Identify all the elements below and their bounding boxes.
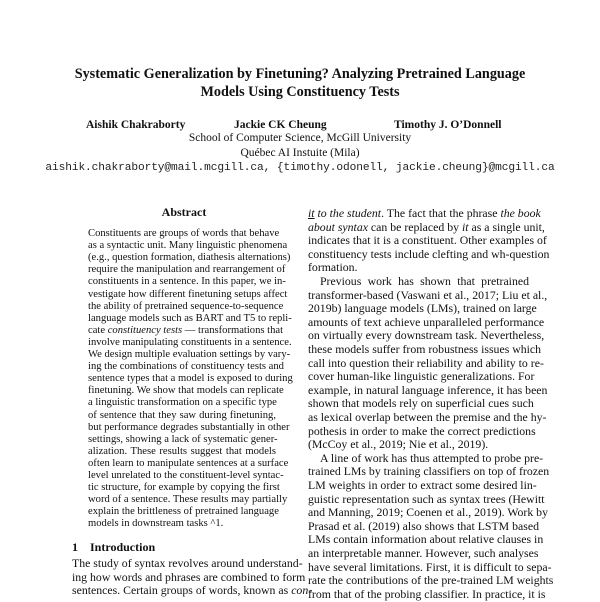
- text-line: explain the brittleness of pretrained language: [88, 506, 279, 518]
- text-line: formation.: [308, 260, 358, 275]
- text-line: have several limitations. First, it is difficult to sepa-: [308, 559, 552, 574]
- text-line: as lexical overlap between the premise and the hy-: [308, 410, 547, 424]
- text-line: amounts of text achieve unparalleled performance: [308, 314, 545, 329]
- text-line: of sentence that they saw during finetuning,: [88, 409, 276, 421]
- text-line: level unrelated to the constituent-level syntac-: [88, 470, 284, 481]
- text-line: Prasad et al. (2019) also shows that LSTM based: [308, 518, 539, 533]
- text-line: pothesis in order to make the correct predictions: [308, 423, 536, 438]
- paper-title-line-2: Models Using Constituency Tests: [200, 84, 400, 100]
- author-name: Aishik Chakraborty: [86, 119, 186, 131]
- text-line: 2019b) language models (LMs), trained on large: [308, 301, 537, 316]
- text-line: We design multiple evaluation settings by vary-: [88, 349, 291, 360]
- text-line: involve manipulating constituents in a sentence.: [88, 336, 292, 348]
- text-line: call into question their reliability and ability to re-: [308, 355, 544, 370]
- abstract-heading: Abstract: [161, 205, 207, 219]
- author-name: Timothy J. O’Donnell: [394, 119, 502, 131]
- text-line: Previous work has shown that pretrained: [320, 274, 529, 288]
- text-line: sentences. Certain groups of words, known as con-: [72, 583, 313, 598]
- text-line: on virtually every downstream task. Nevertheless,: [308, 328, 545, 343]
- text-line: (McCoy et al., 2019; Nie et al., 2019).: [308, 437, 489, 452]
- text-line: (e.g., question formation, diathesis alternations): [88, 252, 291, 264]
- text-line: from that of the probing classifier. In practice, it is: [308, 586, 546, 601]
- paper-title-line-1: Systematic Generalization by Finetuning? Analyzing Pretrained Language: [74, 66, 526, 82]
- text-line: cover human-like linguistic generalizations. For: [308, 369, 535, 384]
- text-line: these models suffer from robustness issues which: [308, 342, 542, 356]
- text-line: tic structure, for example by copying the first: [88, 482, 280, 494]
- text-line: often learn to manipulate sentences at a surface: [88, 457, 289, 469]
- text-line: example, in natural language inference, it has been: [308, 382, 548, 397]
- text-line: language models such as BART and T5 to repli-: [88, 312, 292, 324]
- affiliation: School of Computer Science, McGill University: [188, 132, 412, 144]
- text-line: cate constituency tests — transformations that: [88, 324, 284, 336]
- text-line: finetuning. We show that models can replicate: [88, 385, 284, 397]
- text-line: ing the combinations of constituency tests and: [88, 361, 284, 373]
- text-line: guistic representation such as syntax trees (Hewitt: [308, 491, 545, 506]
- text-line: A line of work has thus attempted to probe pre-: [320, 450, 544, 465]
- text-line: transformer-based (Vaswani et al., 2017; Liu et al.,: [308, 287, 548, 302]
- text-line: an interpretable manner. However, such analyses: [308, 546, 539, 560]
- text-line: The study of syntax revolves around understand-: [72, 556, 303, 570]
- text-line: ing how words and phrases are combined to form: [72, 569, 306, 584]
- text-line: about syntax can be replaced by it as a single unit,: [308, 219, 545, 234]
- section-number: 1: [72, 540, 78, 554]
- text-line: settings, showing a lack of systematic gener-: [88, 433, 278, 445]
- text-line: trained LMs by training classifiers on top of frozen: [308, 464, 550, 479]
- author-name: Jackie CK Cheung: [234, 119, 327, 131]
- text-line: and Manning, 2019; Coenen et al., 2019). Work by: [308, 505, 548, 520]
- text-line: a linguistic transformation on a specific type: [88, 397, 277, 409]
- text-line: as a syntactic unit. Many linguistic phenomena: [88, 240, 288, 252]
- text-line: alization. These results suggest that models: [88, 445, 276, 457]
- text-line: but performance degrades substantially in other: [88, 421, 290, 433]
- text-line: sentence types that a model is exposed to during: [88, 373, 293, 385]
- text-line: it to the student. The fact that the phrase the book: [308, 206, 541, 220]
- text-line: shown that models rely on superficial cues such: [308, 396, 534, 411]
- text-line: LMs contain information about relative clauses in: [308, 532, 544, 547]
- text-line: constituents in a sentence. In this paper, we in-: [88, 276, 286, 288]
- text-line: require the manipulation and rearrangement of: [88, 264, 286, 276]
- text-line: word of a sentence. These results may partially: [88, 494, 288, 506]
- text-line: indicates that it is a constituent. Other examples of: [308, 233, 547, 248]
- institute: Québec AI Instuite (Mila): [240, 147, 360, 159]
- text-line: the ability of pretrained sequence-to-sequence: [88, 300, 284, 312]
- text-line: Constituents are groups of words that behave: [88, 228, 280, 239]
- section-heading-introduction: Introduction: [90, 540, 156, 554]
- text-line: rate the contributions of the pre-trained LM weights: [308, 573, 554, 588]
- author-emails: aishik.chakraborty@mail.mcgill.ca, {timothy.odonell, jackie.cheung}@mcgill.ca: [45, 162, 555, 174]
- abstract-last-line: models in downstream tasks ^1.: [88, 518, 224, 530]
- text-line: constituency tests include clefting and wh-question: [308, 246, 550, 261]
- text-line: LM weights in order to extract some desired lin-: [308, 478, 537, 492]
- text-line: vestigate how different finetuning setups affect: [88, 288, 288, 300]
